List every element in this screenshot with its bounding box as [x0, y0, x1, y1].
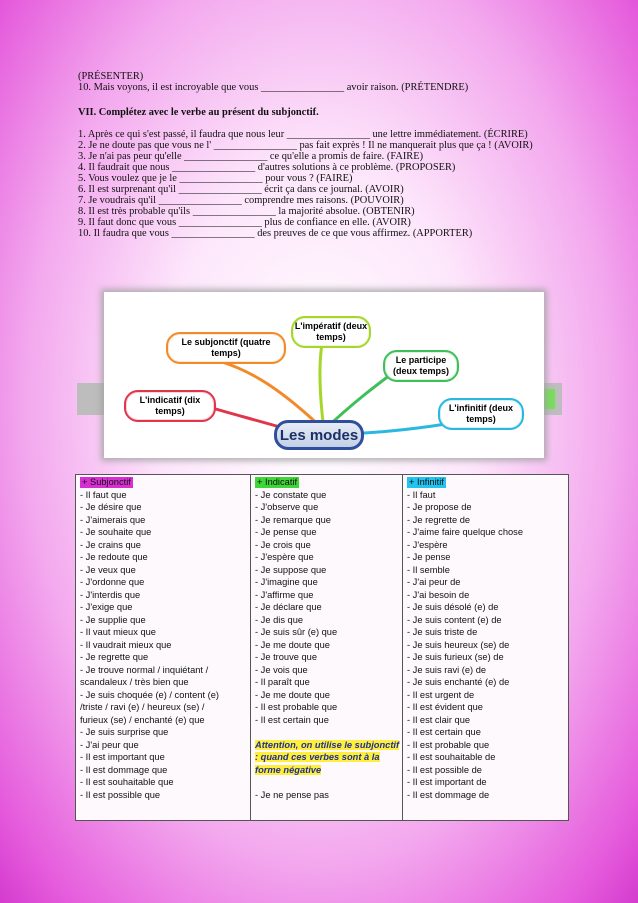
- section-title: VII. Complétez avec le verbe au présent du subjonctif.: [78, 107, 319, 118]
- mindmap-node-imperatif: [291, 316, 371, 348]
- table-cell-item: furieux (se) / enchanté (e) que: [80, 714, 205, 725]
- table-cell-item: - Je trouve normal / inquiétant /: [80, 664, 209, 675]
- exercise-item: 5. Vous voulez que je le ________________ pour vous ? (FAIRE): [78, 173, 353, 184]
- table-cell-item: - Je suis triste de: [407, 627, 478, 637]
- table-cell-item: - Je regrette que: [80, 652, 149, 662]
- exercise-item: 8. Il est très probable qu'ils ________________ la majorité absolue. (OBTENIR): [78, 206, 415, 217]
- table-cell-item: - Il est évident que: [407, 702, 483, 712]
- table-cell-item: - Je suis content (e) de: [407, 614, 502, 625]
- column-infinitif: [403, 475, 568, 820]
- table-cell-item: - Je constate que: [255, 489, 327, 500]
- mindmap-node-label: Le participe: [395, 355, 447, 365]
- mindmap-center-node: Les modes: [274, 420, 364, 450]
- exercise-item: 9. Il faut donc que vous ________________ plus de confiance en elle. (AVOIR): [78, 217, 411, 228]
- header-indicatif: + Indicatif: [257, 477, 298, 487]
- table-cell-item: - Il est certain que: [255, 714, 329, 725]
- table-cell-item: - Je suis furieux (se) de: [407, 652, 504, 662]
- table-cell-item: - Je pense: [407, 552, 451, 562]
- table-cell-item: - J'ai besoin de: [407, 589, 470, 600]
- exercise-item: 3. Je n'ai pas peur qu'elle ________________ ce qu'elle a promis de faire. (FAIRE): [78, 151, 424, 162]
- exercise-item: 1. Après ce qui s'est passé, il faudra que nous leur ________________ une lettre immédiatement. (ÉCRIRE): [78, 129, 528, 140]
- table-cell-item: - Je redoute que: [80, 552, 148, 562]
- table-cell-item: - Je suis surprise que: [80, 727, 169, 737]
- exercise-item: 6. Il est surprenant qu'il ________________ écrit ça dans ce journal. (AVOIR): [78, 184, 404, 195]
- mindmap-node-label: temps): [316, 332, 346, 342]
- mindmap-node-label: temps): [211, 348, 241, 358]
- table-cell-item: - Je trouve que: [255, 652, 318, 662]
- table-cell-item: - J'imagine que: [255, 577, 318, 587]
- table-cell-item: - Je me doute que: [255, 689, 330, 700]
- mindmap-node-label: L'indicatif (dix: [139, 395, 201, 405]
- connector-imperatif: [320, 344, 324, 430]
- table-cell-item: - J'interdis que: [80, 589, 141, 600]
- exercise-block: [78, 71, 578, 239]
- table-cell-item: /triste / ravi (e) / heureux (se) /: [80, 702, 205, 712]
- header-subjonctif: + Subjonctif: [82, 477, 131, 487]
- table-cell-item: - J'aimerais que: [80, 514, 146, 525]
- table-cell-item: - Je désire que: [80, 502, 142, 512]
- mindmap-node-label: Le subjonctif (quatre: [181, 337, 271, 347]
- mindmap-node-participe: [383, 350, 459, 382]
- table-cell-item: - Je suis ravi (e) de: [407, 664, 487, 675]
- table-cell-item: - Il semble: [407, 564, 450, 575]
- column-subjonctif: [76, 475, 251, 820]
- table-cell-item: - Je crois que: [255, 539, 311, 550]
- table-cell-item: - Je pense que: [255, 527, 317, 537]
- table-cell-item: - Je suis sûr (e) que: [255, 627, 338, 637]
- table-cell-item: - Je veux que: [80, 564, 136, 575]
- table-cell-item: - Je déclare que: [255, 602, 322, 612]
- table-cell-item: - Je suppose que: [255, 564, 327, 575]
- table-cell-item: - Il est important que: [80, 752, 165, 762]
- table-cell-item: - Il est clair que: [407, 714, 471, 725]
- exercise-line: 10. Mais voyons, il est incroyable que vous ________________ avoir raison. (PRÉTENDRE): [78, 82, 469, 93]
- subjonctif-note: forme négative: [255, 764, 322, 775]
- exercise-item: 4. Il faudrait que nous ________________ d'autres solutions à ce problème. (PROPOSER): [78, 162, 456, 173]
- table-cell-item: - Il paraît que: [255, 677, 310, 687]
- table-cell-item: - Je suis désolé (e) de: [407, 602, 499, 612]
- table-cell-item: - Je suis choquée (e) / content (e): [80, 689, 220, 700]
- table-cell-item: - Je dis que: [255, 614, 304, 625]
- table-cell-item: - Je suis heureux (se) de: [407, 639, 510, 650]
- table-cell-item: - Il faut que: [80, 489, 127, 500]
- table-cell-item: - Il est important de: [407, 777, 487, 787]
- spacer: [255, 726, 398, 739]
- table-cell-item: - Il est dommage de: [407, 789, 490, 800]
- exercise-item: 7. Je voudrais qu'il ________________ comprendre mes raisons. (POUVOIR): [78, 195, 404, 206]
- column-indicatif: [251, 475, 403, 820]
- exercise-line: (PRÉSENTER): [78, 71, 144, 82]
- table-cell-item: - J'aime faire quelque chose: [407, 527, 523, 537]
- mindmap-node-label: (deux temps): [392, 366, 449, 376]
- table-cell-item: - J'ordonne que: [80, 577, 145, 587]
- mindmap-node-label: temps): [155, 406, 185, 416]
- header-infinitif: + Infinitif: [409, 477, 444, 487]
- table-cell-item: - Je me doute que: [255, 639, 330, 650]
- table-cell-item: - Je souhaite que: [80, 527, 152, 537]
- table-cell-item: - Il est souhaitable de: [407, 752, 496, 762]
- table-cell-item: - Il est possible de: [407, 764, 482, 775]
- table-cell-item: scandaleux / très bien que: [80, 677, 189, 687]
- table-cell-item: - Il est probable que: [407, 739, 490, 750]
- table-cell-item: - J'ai peur que: [80, 739, 139, 750]
- mindmap-panel: [104, 292, 544, 458]
- table-cell-item: - Il faut: [407, 489, 436, 500]
- table-cell-item: - J'ai peur de: [407, 577, 461, 587]
- table-cell-item: - Il est urgent de: [407, 689, 475, 700]
- table-cell-item: - Je remarque que: [255, 514, 331, 525]
- table-cell-item: - Il est certain que: [407, 727, 481, 737]
- table-cell-item: - Il est dommage que: [80, 764, 168, 775]
- table-cell-item: - Je vois que: [255, 664, 308, 675]
- table-cell-item: - Il est possible que: [80, 789, 161, 800]
- mindmap-node-label: L'infinitif (deux: [448, 403, 514, 413]
- exercise-items: [78, 129, 578, 239]
- mindmap-node-label: L'impératif (deux: [294, 321, 368, 331]
- mindmap-node-infinitif: [438, 398, 524, 430]
- table-cell-item: - Je propose de: [407, 502, 472, 512]
- table-cell-item: - J'espère que: [255, 552, 314, 562]
- table-cell-item: - Je supplie que: [80, 614, 146, 625]
- subjonctif-note: : quand ces verbes sont à la: [255, 752, 380, 762]
- exercise-item: 2. Je ne doute pas que vous ne l' ________________ pas fait exprès ! Il ne manquerait plus que ça ! (AVOIR): [78, 140, 533, 151]
- table-cell-item: - Il est souhaitable que: [80, 777, 174, 787]
- mindmap-node-subjonctif: [166, 332, 286, 364]
- table-cell-item: - Il vaut mieux que: [80, 627, 156, 637]
- table-cell-item: - J'espère: [407, 539, 448, 550]
- table-cell-item: - Je ne pense pas: [255, 789, 329, 800]
- mindmap-node-label: temps): [466, 414, 496, 424]
- table-cell-item: - Je regrette de: [407, 514, 471, 525]
- verbs-table: [75, 474, 569, 821]
- table-cell-item: - Il vaudrait mieux que: [80, 639, 172, 650]
- exercise-item: 10. Il faudra que vous ________________ des preuves de ce que vous affirmez. (APPORTER): [78, 228, 473, 239]
- mindmap-node-indicatif: [124, 390, 216, 422]
- table-cell-item: - J'observe que: [255, 502, 319, 512]
- table-cell-item: - Il est probable que: [255, 702, 338, 712]
- subjonctif-note: Attention, on utilise le subjonctif: [255, 739, 400, 750]
- table-cell-item: - Je crains que: [80, 539, 141, 550]
- spacer: [255, 776, 398, 789]
- table-cell-item: - Je suis enchanté (e) de: [407, 677, 510, 687]
- table-cell-item: - J'affirme que: [255, 589, 314, 600]
- table-cell-item: - J'exige que: [80, 602, 133, 612]
